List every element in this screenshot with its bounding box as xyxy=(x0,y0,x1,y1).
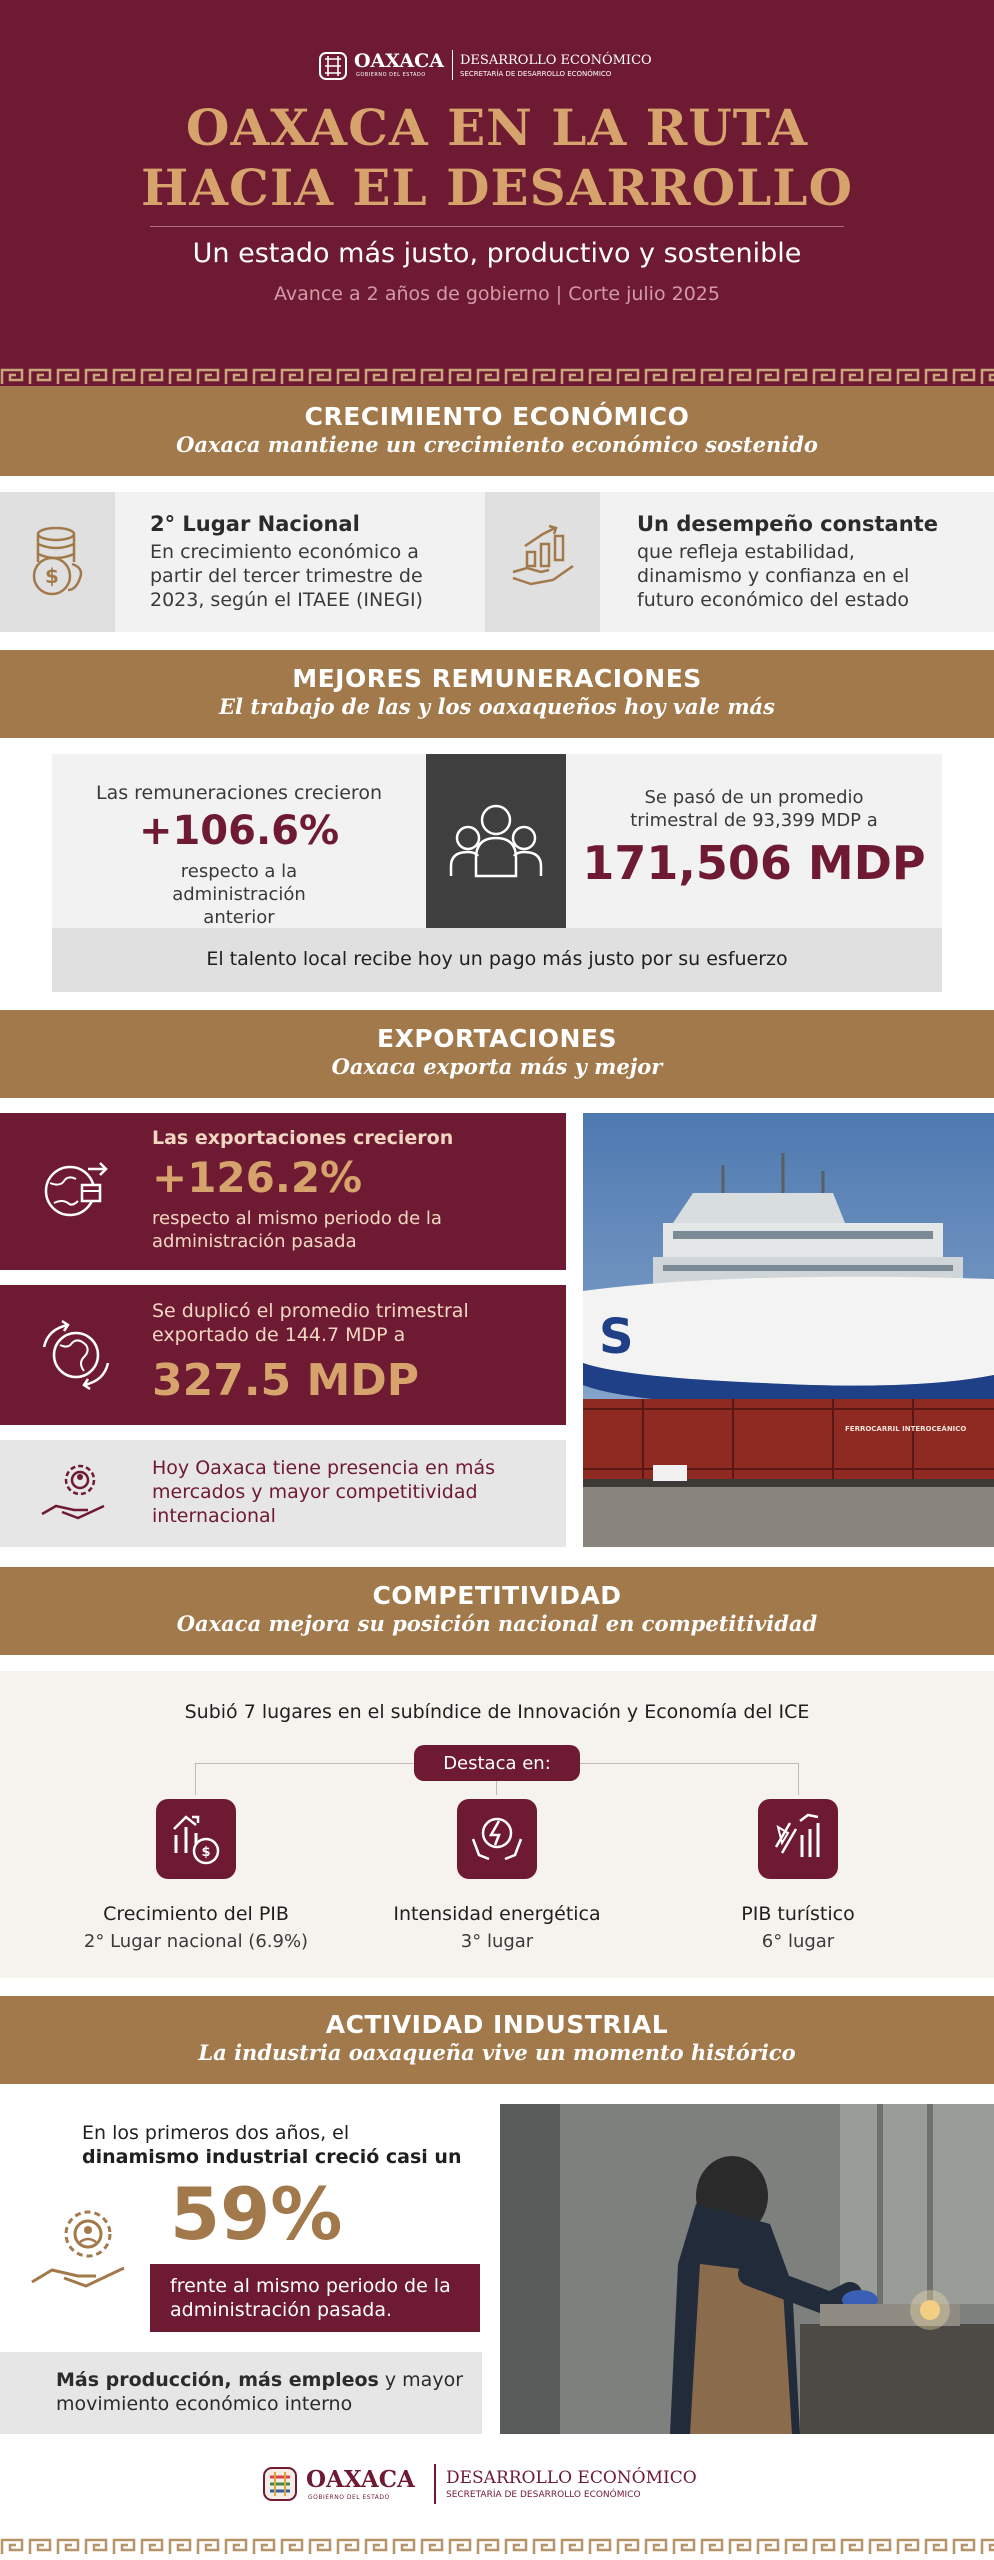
rem-footer-text: El talento local recibe hoy un pago más justo por su esfuerzo xyxy=(206,948,788,970)
hand-person-gear-icon xyxy=(28,2198,138,2308)
competitividad-subtitle: Oaxaca mejora su posición nacional en competitividad xyxy=(176,1611,818,1636)
coins-icon-box xyxy=(0,492,115,632)
remuneraciones-subtitle: El trabajo de las y los oaxaqueños hoy vale más xyxy=(219,694,775,719)
industrial-intro-bold: dinamismo industrial creció casi un xyxy=(82,2146,462,2168)
main-title-line2: HACIA EL DESARROLLO xyxy=(141,158,853,217)
comp-intro: Subió 7 lugares en el subíndice de Innovación y Economía del ICE xyxy=(184,1701,810,1723)
rem-left-value: +106.6% xyxy=(138,808,340,854)
comp-item2-title: Intensidad energética xyxy=(393,1903,601,1925)
dept-name: DESARROLLO ECONÓMICO xyxy=(460,53,652,68)
card2-title: Un desempeño constante xyxy=(637,512,938,536)
footer-logo-divider xyxy=(434,2464,436,2504)
competitividad-title: COMPETITIVIDAD xyxy=(372,1581,622,1610)
rem-left-note: respecto a la administración anterior xyxy=(172,861,306,928)
industrial-note-box xyxy=(150,2264,480,2332)
export-box-3 xyxy=(0,1440,566,1547)
comp-item1-icon-box xyxy=(156,1799,236,1879)
rem-left-label: Las remuneraciones crecieron xyxy=(95,782,382,804)
footer-logo xyxy=(262,2462,742,2506)
growth-hand-icon xyxy=(503,522,583,602)
pib-chart-icon xyxy=(166,1809,226,1869)
footer-dept-sub: SECRETARÍA DE DESARROLLO ECONÓMICO xyxy=(446,2490,641,2500)
industrial-band xyxy=(0,1996,994,2084)
title-rule xyxy=(150,226,844,227)
logo-name: OAXACA xyxy=(354,50,444,72)
welder-illustration xyxy=(500,2104,994,2434)
dept-sub: SECRETARÍA DE DESARROLLO ECONÓMICO xyxy=(460,70,612,78)
competitividad-band xyxy=(0,1567,994,1655)
header-date-note: Avance a 2 años de gobierno | Corte julio 2025 xyxy=(274,283,720,305)
comp-pill xyxy=(414,1745,580,1781)
exportaciones-band xyxy=(0,1010,994,1098)
remuneraciones-right-box xyxy=(566,754,942,928)
crecimiento-band xyxy=(0,386,994,476)
ship-photo xyxy=(583,1113,994,1547)
comp-connector-left xyxy=(195,1763,196,1795)
industrial-footer-bold: Más producción, más empleos xyxy=(56,2369,379,2391)
card1-text: En crecimiento económico a partir del tercer trimestre de 2023, según el ITAEE (INEGI) xyxy=(150,541,423,611)
industrial-footer-box xyxy=(0,2352,482,2434)
ship-hull-letter: S xyxy=(599,1309,634,1365)
crecimiento-title: CRECIMIENTO ECONÓMICO xyxy=(304,402,690,431)
box2-label: Se duplicó el promedio trimestral exportado de 144.7 MDP a xyxy=(152,1300,469,1346)
industrial-subtitle: La industria oaxaqueña vive un momento histórico xyxy=(198,2040,796,2065)
exportaciones-subtitle: Oaxaca exporta más y mejor xyxy=(331,1054,663,1079)
industrial-value: 59% xyxy=(170,2172,343,2256)
tourism-chart-icon xyxy=(768,1809,828,1869)
comp-item2-icon-box xyxy=(457,1799,537,1879)
competitividad-panel xyxy=(0,1671,994,1978)
welder-photo xyxy=(500,2104,994,2434)
railcar-label: FERROCARRIL INTEROCEÁNICO xyxy=(845,1425,967,1433)
comp-item3-title: PIB turístico xyxy=(741,1903,855,1925)
oaxaca-emblem-icon xyxy=(318,51,348,81)
svg-text:$: $ xyxy=(45,564,59,588)
remuneraciones-footer xyxy=(52,928,942,992)
comp-item3-value: 6° lugar xyxy=(761,1931,835,1952)
industrial-footer-rest: y mayor movimiento económico interno xyxy=(56,2369,464,2415)
industrial-title: ACTIVIDAD INDUSTRIAL xyxy=(325,2010,669,2039)
card2-text: que refleja estabilidad, dinamismo y confianza en el futuro económico del estado xyxy=(637,541,910,611)
comp-item1-title: Crecimiento del PIB xyxy=(103,1903,289,1925)
box1-value: +126.2% xyxy=(152,1153,363,1202)
coins-icon xyxy=(18,522,98,602)
rem-right-value: 171,506 MDP xyxy=(582,836,926,890)
comp-connector-mid xyxy=(496,1779,497,1795)
card1-title: 2° Lugar Nacional xyxy=(150,512,360,536)
remuneraciones-band xyxy=(0,650,994,738)
globe-export-icon xyxy=(38,1153,114,1229)
remuneraciones-title: MEJORES REMUNERACIONES xyxy=(292,664,702,693)
box3-text: Hoy Oaxaca tiene presencia en más mercados y mayor competitividad internacional xyxy=(152,1457,496,1527)
logo-divider xyxy=(452,50,453,80)
rem-right-label: Se pasó de un promedio trimestral de 93,399 MDP a xyxy=(630,787,878,831)
footer-logo-tagline: GOBIERNO DEL ESTADO xyxy=(308,2494,390,2501)
industrial-intro-plain: En los primeros dos años, el xyxy=(82,2122,350,2144)
crecimiento-subtitle: Oaxaca mantiene un crecimiento económico sostenido xyxy=(176,432,818,457)
header-logo xyxy=(318,48,678,84)
box1-label: Las exportaciones crecieron xyxy=(152,1127,454,1149)
world-arrows-icon xyxy=(38,1317,114,1393)
growth-hand-icon-box xyxy=(485,492,600,632)
cargo-ship-illustration xyxy=(583,1113,994,1547)
greek-border-bottom xyxy=(0,2536,994,2560)
people-icon-box xyxy=(426,754,566,928)
export-box-1 xyxy=(0,1113,566,1270)
remuneraciones-left-box xyxy=(52,754,426,928)
hand-gear-icon xyxy=(38,1456,114,1532)
crecimiento-card-2 xyxy=(485,492,994,632)
comp-item1-value: 2° Lugar nacional (6.9%) xyxy=(83,1931,309,1952)
header-section xyxy=(0,0,994,368)
box2-value: 327.5 MDP xyxy=(152,1355,420,1406)
comp-item2-value: 3° lugar xyxy=(460,1931,534,1952)
footer-logo-name: OAXACA xyxy=(306,2466,415,2493)
main-title-line1: OAXACA EN LA RUTA xyxy=(185,98,809,157)
energy-hands-icon xyxy=(467,1809,527,1869)
export-box-2 xyxy=(0,1285,566,1425)
comp-item3-icon-box xyxy=(758,1799,838,1879)
industrial-note: frente al mismo periodo de la administración pasada. xyxy=(170,2275,451,2321)
box1-note: respecto al mismo periodo de la administración pasada xyxy=(152,1208,442,1252)
industrial-footer-text xyxy=(56,2368,476,2416)
logo-tagline: GOBIERNO DEL ESTADO xyxy=(356,72,426,78)
exportaciones-title: EXPORTACIONES xyxy=(377,1024,617,1053)
comp-connector-right xyxy=(798,1763,799,1795)
svg-text:$: $ xyxy=(201,1845,211,1860)
footer-dept-name: DESARROLLO ECONÓMICO xyxy=(446,2468,697,2488)
crecimiento-card-1 xyxy=(0,492,485,632)
people-group-icon xyxy=(441,792,551,892)
header-subtitle: Un estado más justo, productivo y sostenible xyxy=(192,238,802,269)
oaxaca-emblem-color-icon xyxy=(262,2466,298,2502)
comp-pill-label: Destaca en: xyxy=(443,1753,551,1774)
greek-border-top xyxy=(0,366,994,386)
